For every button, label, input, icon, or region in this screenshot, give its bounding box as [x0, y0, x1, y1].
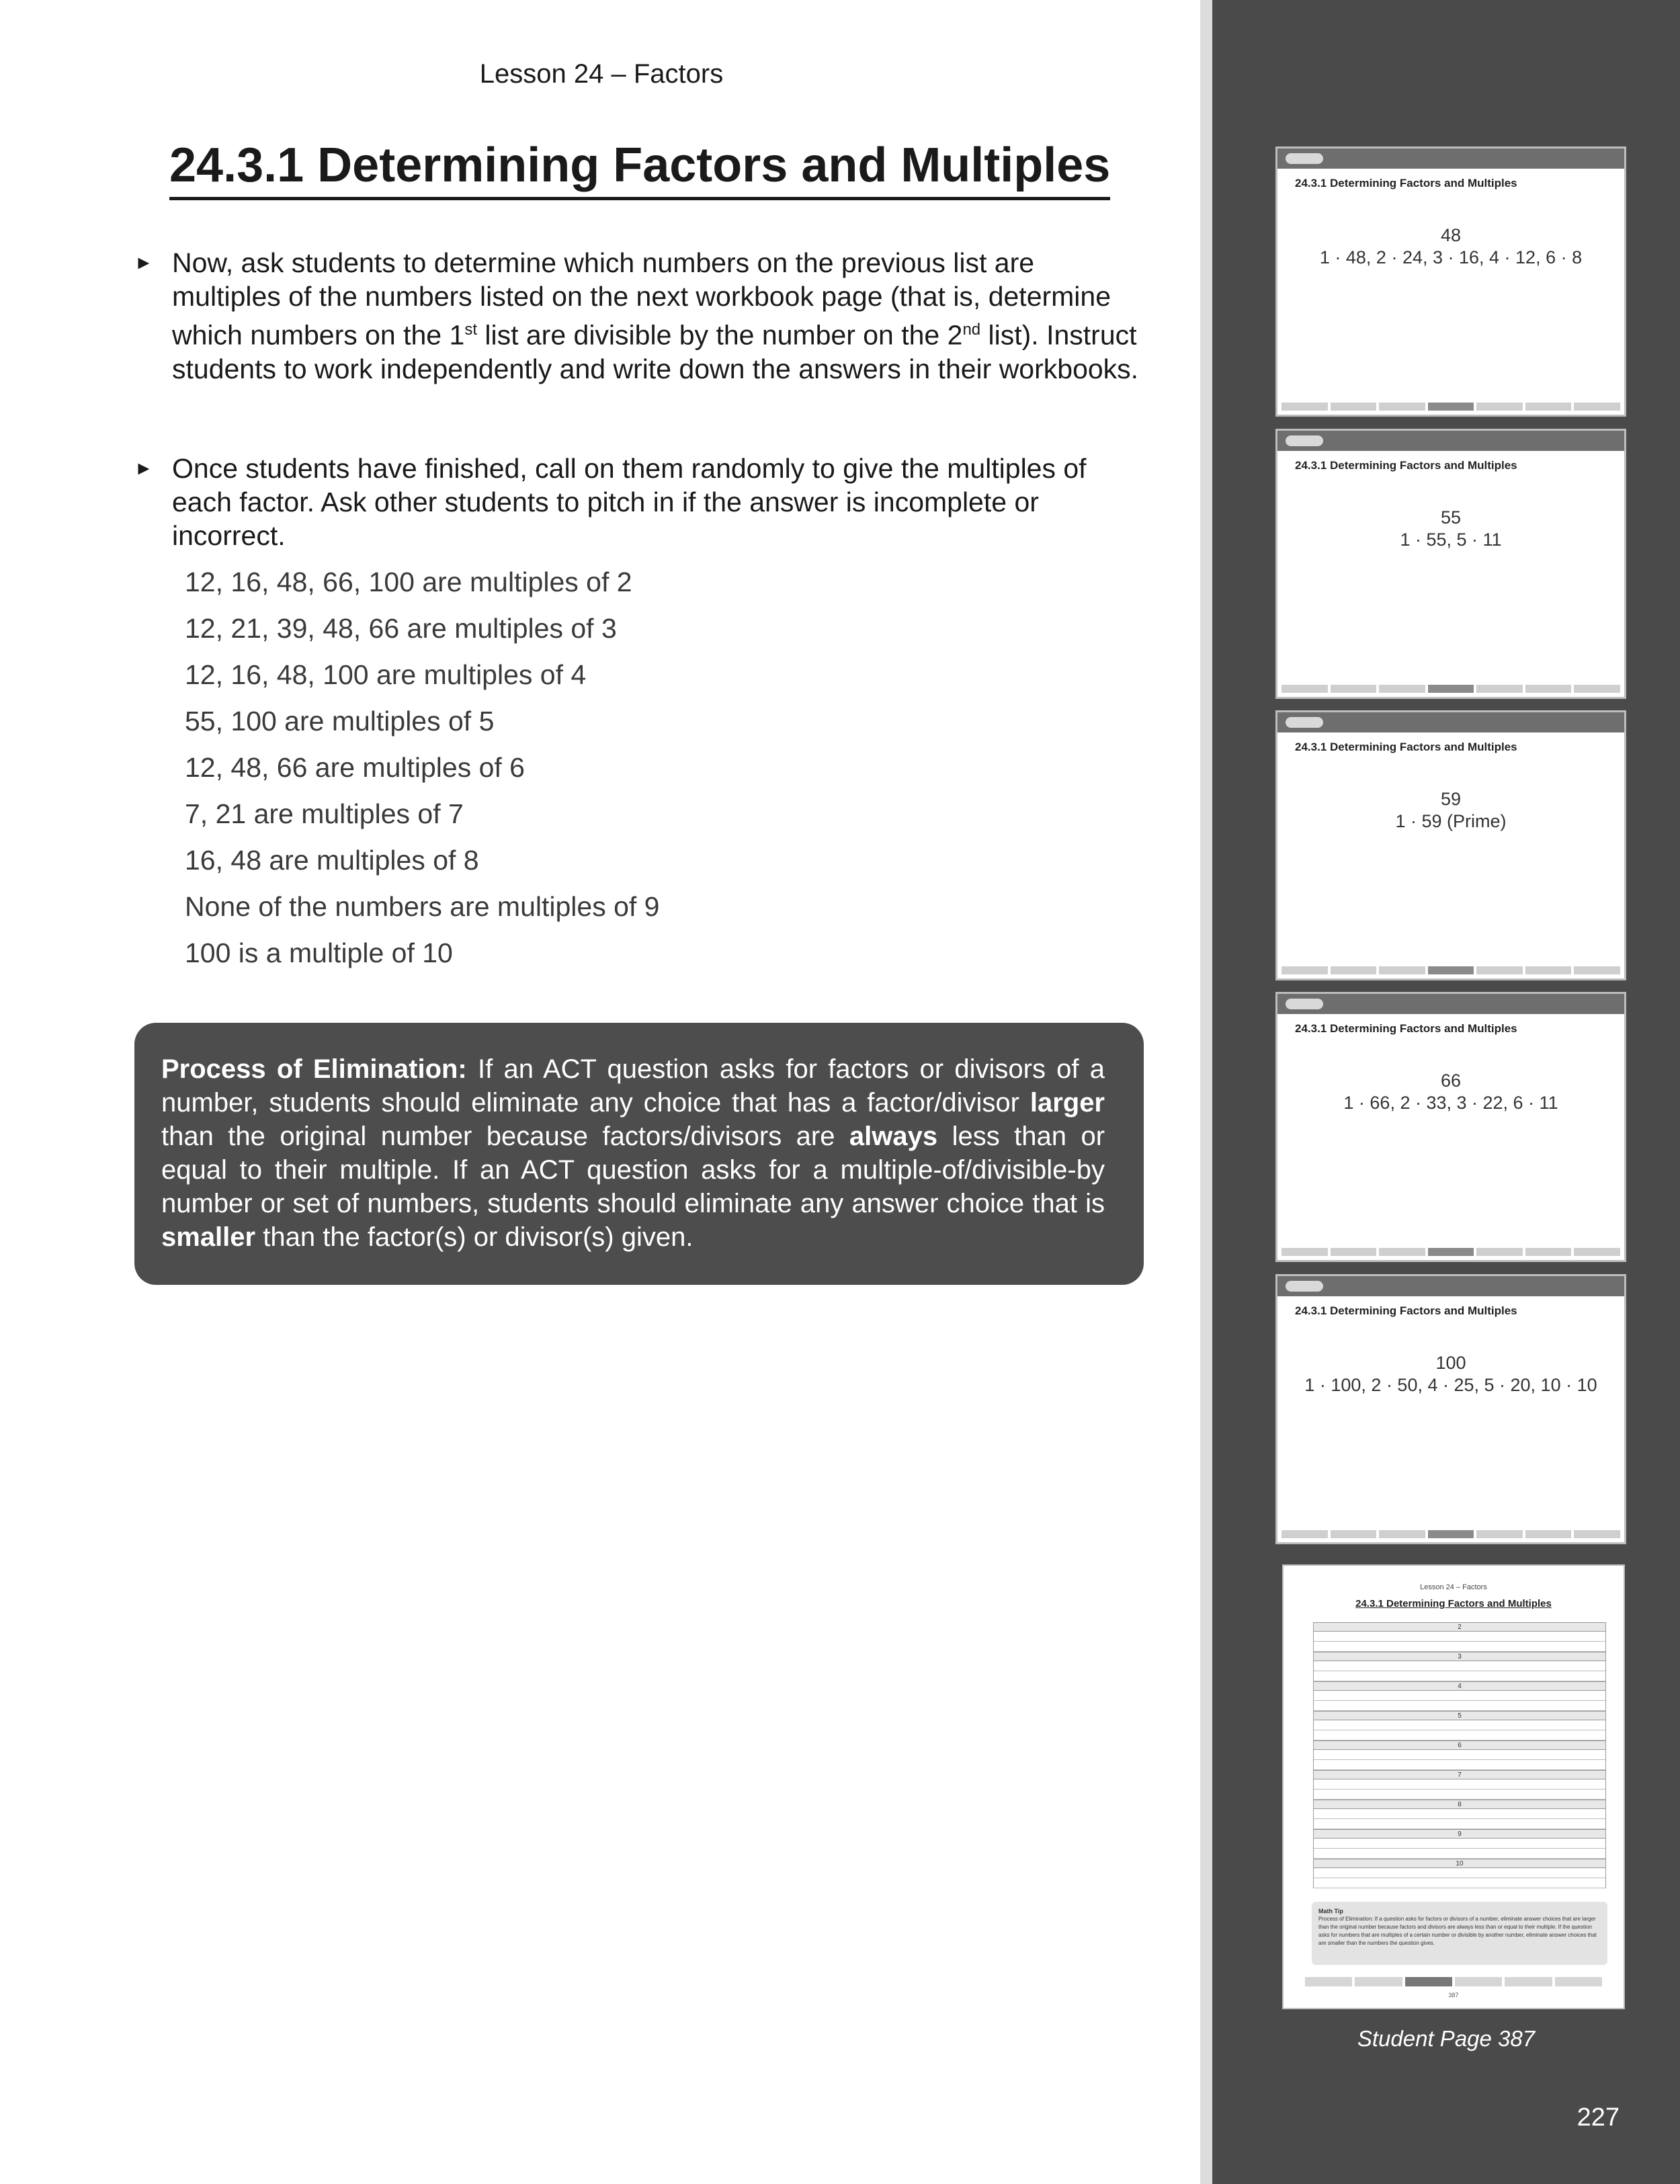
slide-title: 24.3.1 Determining Factors and Multiples: [1295, 741, 1517, 753]
slide-title: 24.3.1 Determining Factors and Multiples: [1295, 1022, 1517, 1035]
table-row: 5: [1313, 1711, 1606, 1720]
slide-header-bar: [1277, 149, 1624, 169]
workbook-tip-text: Process of Elimination: If a question asks for factors or divisors of a number, eliminate answer choices that are larger than the original number because factors and divisors are always less than or equal to their multiple. If the question asks for numbers that are multiples of a certain number or divisible by another number, eliminate answer choices that are smaller than the numbers the question gives.: [1318, 1916, 1597, 1946]
page-number: 227: [1577, 2103, 1620, 2132]
tip-label: Process of Elimination:: [161, 1054, 467, 1084]
slide-nav: [1282, 966, 1620, 974]
slide-factors: 1 · 100, 2 · 50, 4 · 25, 5 · 20, 10 · 10: [1304, 1375, 1597, 1395]
answer-item: 16, 48 are multiples of 8: [185, 845, 479, 876]
table-row: 4: [1313, 1681, 1606, 1691]
workbook-page-number: 387: [1448, 1992, 1459, 1999]
slide-title: 24.3.1 Determining Factors and Multiples: [1295, 459, 1517, 472]
slide-number: 66: [1440, 1070, 1462, 1091]
lesson-header: Lesson 24 – Factors: [479, 59, 724, 89]
workbook-title: 24.3.1 Determining Factors and Multiples: [1355, 1598, 1552, 1609]
slide-thumbnail: [1275, 429, 1626, 699]
logo-icon: [1286, 153, 1323, 164]
slide-header-bar: [1277, 431, 1624, 451]
answer-item: 12, 21, 39, 48, 66 are multiples of 3: [185, 613, 617, 644]
bullet-arrow-icon: ►: [134, 458, 153, 478]
slide-thumbnail: [1275, 146, 1626, 417]
bullet-arrow-icon: ►: [134, 252, 153, 273]
slide-number: 55: [1440, 507, 1462, 528]
logo-icon: [1286, 435, 1323, 446]
slide-nav: [1282, 1248, 1620, 1256]
answer-item: None of the numbers are multiples of 9: [185, 891, 660, 922]
slide-nav: [1282, 685, 1620, 693]
instruction-bullet-1: [134, 246, 1142, 386]
answer-item: 12, 48, 66 are multiples of 6: [185, 752, 525, 783]
slide-factors: 1 · 48, 2 · 24, 3 · 16, 4 · 12, 6 · 8: [1319, 247, 1583, 267]
slide-thumbnail: [1275, 992, 1626, 1262]
table-row: 7: [1313, 1770, 1606, 1779]
slide-nav: [1282, 1530, 1620, 1538]
workbook-tip-title: Math Tip: [1318, 1908, 1343, 1915]
answer-item: 12, 16, 48, 100 are multiples of 4: [185, 659, 587, 690]
bullet-text: Once students have finished, call on them randomly to give the multiples of each factor. Ask other students to pitch in if the answer is incomplete or incorrect.: [172, 453, 1087, 551]
answer-item: 55, 100 are multiples of 5: [185, 706, 495, 737]
logo-icon: [1286, 999, 1323, 1009]
slide-thumbnail: [1275, 1274, 1626, 1544]
table-row: 2: [1313, 1622, 1606, 1632]
slide-factors: 1 · 59 (Prime): [1395, 811, 1507, 831]
slide-nav: [1282, 403, 1620, 411]
table-row: 8: [1313, 1800, 1606, 1809]
logo-icon: [1286, 1281, 1323, 1292]
workbook-table: [1313, 1622, 1606, 1888]
answer-item: 12, 16, 48, 66, 100 are multiples of 2: [185, 566, 632, 597]
bullet-text: Now, ask students to determine which numbers on the previous list are multiples of the numbers listed on the next workbook page (that is, determine which numbers on the 1st list are divisible by the number on the 2nd list). Instruct students to work independently and write down the answers in their workbooks.: [172, 247, 1139, 384]
slide-header-bar: [1277, 994, 1624, 1014]
slide-factors: 1 · 66, 2 · 33, 3 · 22, 6 · 11: [1343, 1093, 1558, 1113]
table-row: 3: [1313, 1652, 1606, 1661]
workbook-header: Lesson 24 – Factors: [1420, 1583, 1487, 1591]
slide-number: 59: [1440, 789, 1462, 809]
slide-factors: 1 · 55, 5 · 11: [1400, 530, 1502, 550]
process-of-elimination-tip: Process of Elimination: If an ACT question asks for factors or divisors of a number, students should eliminate any choice that has a factor/divisor larger than the original number because factors/divisors are always less than or equal to their multiple. If an ACT question asks for a multiple-of/divisible-by number or set of numbers, students should eliminate any answer choice that is smaller than the factor(s) or divisor(s) given.: [134, 1023, 1144, 1285]
slide-number: 100: [1435, 1353, 1466, 1373]
slide-header-bar: [1277, 1276, 1624, 1296]
slide-title: 24.3.1 Determining Factors and Multiples: [1295, 177, 1517, 190]
slide-title: 24.3.1 Determining Factors and Multiples: [1295, 1304, 1517, 1317]
workbook-math-tip: [1312, 1902, 1607, 1965]
table-row: 10: [1313, 1859, 1606, 1868]
logo-icon: [1286, 717, 1323, 728]
section-title: 24.3.1 Determining Factors and Multiples: [169, 138, 1110, 200]
slide-number: 48: [1440, 225, 1462, 245]
workbook-nav: [1305, 1977, 1602, 1986]
answer-item: 7, 21 are multiples of 7: [185, 798, 464, 829]
sidebar-divider: [1200, 0, 1212, 2184]
slide-header-bar: [1277, 712, 1624, 732]
instruction-bullet-2: [134, 452, 1142, 552]
table-row: 6: [1313, 1740, 1606, 1750]
student-page-caption: Student Page 387: [1357, 2026, 1536, 2051]
answer-item: 100 is a multiple of 10: [185, 937, 453, 968]
table-row: 9: [1313, 1829, 1606, 1839]
slide-thumbnail: [1275, 710, 1626, 980]
workbook-page-thumbnail: [1282, 1564, 1625, 2009]
answer-list: [185, 562, 1126, 979]
